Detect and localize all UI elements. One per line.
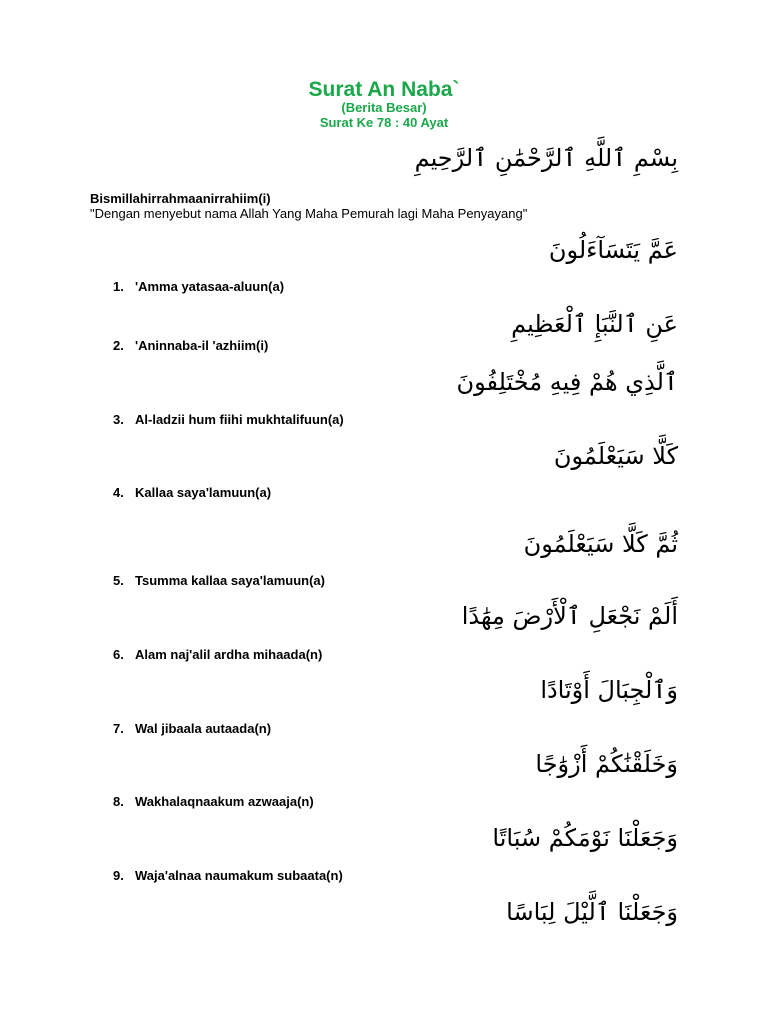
page-subtitle: (Berita Besar) — [341, 100, 427, 115]
verse-arabic: وَخَلَقْنَٰكُمْ أَزْوَٰجًا — [535, 750, 678, 778]
verse-latin-row — [113, 412, 344, 427]
verse-arabic: وَٱلْجِبَالَ أَوْتَادًا — [540, 676, 678, 704]
basmalah-translation: "Dengan menyebut nama Allah Yang Maha Pemurah lagi Maha Penyayang" — [90, 206, 528, 221]
verse-number: 8. — [113, 794, 124, 809]
basmalah-arabic: بِسْمِ ٱللَّهِ ٱلرَّحْمَٰنِ ٱلرَّحِيمِ — [414, 144, 678, 172]
verse-number: 4. — [113, 485, 124, 500]
verse-latin: Tsumma kallaa saya'lamuun(a) — [135, 573, 325, 588]
verse-number: 5. — [113, 573, 124, 588]
basmalah-latin: Bismillahirrahmaanirrahiim(i) — [90, 191, 271, 206]
page-title: Surat An Naba` — [308, 78, 460, 101]
verse-arabic: عَمَّ يَتَسَآءَلُونَ — [548, 236, 678, 264]
verse-arabic: كَلَّا سَيَعْلَمُونَ — [553, 442, 678, 470]
verse-number: 2. — [113, 338, 124, 353]
verse-latin: Waja'alnaa naumakum subaata(n) — [135, 868, 343, 883]
verse-arabic: ثُمَّ كَلَّا سَيَعْلَمُونَ — [523, 530, 678, 558]
verse-latin-row — [113, 485, 271, 500]
verse-number: 7. — [113, 721, 124, 736]
verse-latin-row — [113, 279, 284, 294]
verse-latin: Alam naj'alil ardha mihaada(n) — [135, 647, 323, 662]
verse-number: 9. — [113, 868, 124, 883]
surah-meta: Surat Ke 78 : 40 Ayat — [319, 115, 449, 130]
verse-latin: 'Amma yatasaa-aluun(a) — [135, 279, 285, 294]
verse-latin-row — [113, 573, 325, 588]
verse-arabic: وَجَعَلْنَا نَوْمَكُمْ سُبَاتًا — [492, 824, 678, 852]
verse-latin: Al-ladzii hum fiihi mukhtalifuun(a) — [135, 412, 344, 427]
verse-arabic: ٱلَّذِي هُمْ فِيهِ مُخْتَلِفُونَ — [456, 368, 678, 396]
verse-latin-row — [113, 721, 271, 736]
verse-number: 6. — [113, 647, 124, 662]
verse-latin: Kallaa saya'lamuun(a) — [135, 485, 272, 500]
verse-latin: Wal jibaala autaada(n) — [135, 721, 272, 736]
verse-number: 1. — [113, 279, 124, 294]
verse-latin: Wakhalaqnaakum azwaaja(n) — [135, 794, 314, 809]
verse-number: 3. — [113, 412, 124, 427]
verse-arabic: وَجَعَلْنَا ٱلَّيْلَ لِبَاسًا — [506, 898, 678, 926]
verse-latin-row — [113, 647, 322, 662]
verse-arabic: أَلَمْ نَجْعَلِ ٱلْأَرْضَ مِهَٰدًا — [461, 602, 678, 630]
verse-latin: 'Aninnaba-il 'azhiim(i) — [135, 338, 269, 353]
verse-latin-row — [113, 794, 314, 809]
verse-arabic: عَنِ ٱلنَّبَإِ ٱلْعَظِيمِ — [511, 310, 678, 338]
verse-latin-row — [113, 868, 343, 883]
verse-latin-row — [113, 338, 268, 353]
